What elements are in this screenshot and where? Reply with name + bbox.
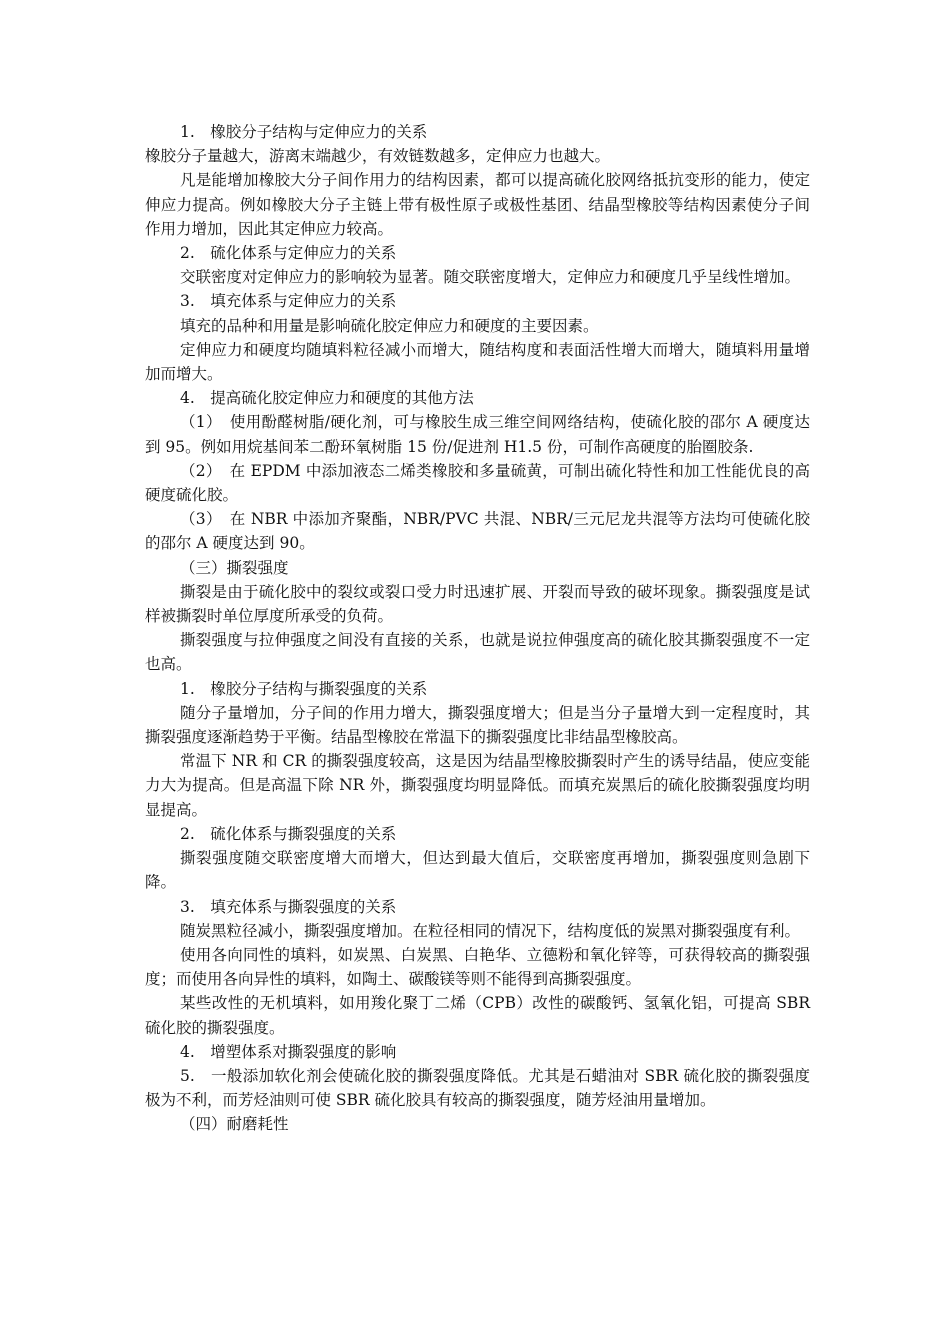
body-paragraph: 填充的品种和用量是影响硫化胶定伸应力和硬度的主要因素。 bbox=[180, 316, 599, 335]
document-body bbox=[145, 120, 810, 1137]
section-heading: 4. 增塑体系对撕裂强度的影响 bbox=[180, 1042, 397, 1061]
section-heading: 2. 硫化体系与撕裂强度的关系 bbox=[180, 824, 397, 843]
body-paragraph: 常温下 NR 和 CR 的撕裂强度较高，这是因为结晶型橡胶撕裂时产生的诱导结晶，使应变能力大为提高。但是高温下除 NR 外，撕裂强度均明显降低。而填充炭黑后的硫化胶撕裂强度均明显提高。 bbox=[145, 752, 810, 819]
body-paragraph: 5. 一般添加软化剂会使硫化胶的撕裂强度降低。尤其是石蜡油对 SBR 硫化胶的撕裂强度极为不利，而芳烃油则可使 SBR 硫化胶具有较高的撕裂强度，随芳烃油用量增加。 bbox=[145, 1066, 810, 1110]
body-paragraph: 撕裂是由于硫化胶中的裂纹或裂口受力时迅速扩展、开裂而导致的破坏现象。撕裂强度是试样被撕裂时单位厚度所承受的负荷。 bbox=[145, 582, 810, 626]
section-heading: 1. 橡胶分子结构与定伸应力的关系 bbox=[180, 123, 428, 141]
body-paragraph: 橡胶分子量越大，游离末端越少，有效链数越多，定伸应力也越大。 bbox=[145, 147, 611, 166]
section-heading: 1. 橡胶分子结构与撕裂强度的关系 bbox=[180, 679, 428, 698]
section-heading: 2. 硫化体系与定伸应力的关系 bbox=[180, 244, 397, 263]
body-paragraph: 交联密度对定伸应力的影响较为显著。随交联密度增大，定伸应力和硬度几乎呈线性增加。 bbox=[180, 268, 801, 287]
body-paragraph: （3） 在 NBR 中添加齐聚酯，NBR/PVC 共混、NBR/三元尼龙共混等方法均可使硫化胶的邵尔 A 硬度达到 90。 bbox=[145, 510, 810, 553]
section-heading: 3. 填充体系与撕裂强度的关系 bbox=[180, 897, 397, 916]
section-heading: （三）撕裂强度 bbox=[180, 558, 289, 577]
section-heading: 4. 提高硫化胶定伸应力和硬度的其他方法 bbox=[180, 389, 474, 408]
body-paragraph: （1） 使用酚醛树脂/硬化剂，可与橡胶生成三维空间网络结构，使硫化胶的邵尔 A 硬度达到 95。例如用烷基间苯二酚环氧树脂 15 份/促进剂 H1.5 份，可制作高硬度的胎圈胶条. bbox=[145, 413, 810, 456]
body-paragraph: 随炭黑粒径减小，撕裂强度增加。在粒径相同的情况下，结构度低的炭黑对撕裂强度有利。 bbox=[180, 921, 801, 940]
body-paragraph: （2） 在 EPDM 中添加液态二烯类橡胶和多量硫黄，可制出硫化特性和加工性能优良的高硬度硫化胶。 bbox=[145, 461, 810, 505]
body-paragraph: 撕裂强度与拉伸强度之间没有直接的关系，也就是说拉伸强度高的硫化胶其撕裂强度不一定也高。 bbox=[145, 631, 810, 674]
section-heading: 3. 填充体系与定伸应力的关系 bbox=[180, 292, 397, 311]
body-paragraph: 使用各向同性的填料，如炭黑、白炭黑、白艳华、立德粉和氧化锌等，可获得较高的撕裂强度；而使用各向异性的填料，如陶土、碳酸镁等则不能得到高撕裂强度。 bbox=[145, 945, 810, 989]
section-heading: （四）耐磨耗性 bbox=[180, 1115, 289, 1134]
body-paragraph: 随分子量增加，分子间的作用力增大，撕裂强度增大；但是当分子量增大到一定程度时，其撕裂强度逐渐趋势于平衡。结晶型橡胶在常温下的撕裂强度比非结晶型橡胶高。 bbox=[145, 703, 810, 747]
body-paragraph: 撕裂强度随交联密度增大而增大，但达到最大值后，交联密度再增加，撕裂强度则急剧下降。 bbox=[145, 849, 810, 892]
body-paragraph: 某些改性的无机填料，如用羧化聚丁二烯（CPB）改性的碳酸钙、氢氧化铝，可提高 SBR 硫化胶的撕裂强度。 bbox=[145, 994, 810, 1037]
body-paragraph: 凡是能增加橡胶大分子间作用力的结构因素，都可以提高硫化胶网络抵抗变形的能力，使定伸应力提高。例如橡胶大分子主链上带有极性原子或极性基团、结晶型橡胶等结构因素使分子间作用力增加，因此其定伸应力较高。 bbox=[145, 171, 810, 238]
body-paragraph: 定伸应力和硬度均随填料粒径减小而增大，随结构度和表面活性增大而增大，随填料用量增加而增大。 bbox=[145, 340, 810, 384]
